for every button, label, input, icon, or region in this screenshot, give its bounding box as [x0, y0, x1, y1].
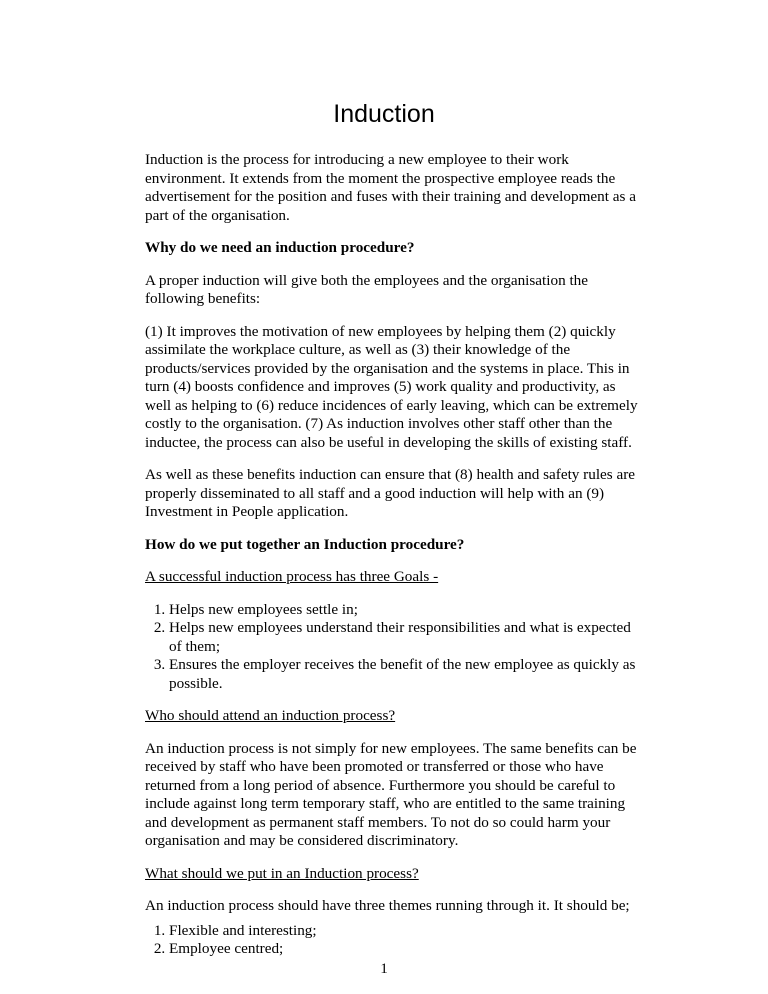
list-item: 2. Employee centred; — [169, 940, 645, 959]
list-item: 3. Ensures the employer receives the benefit of the new employee as quickly as possible. — [169, 656, 645, 693]
themes-list — [145, 922, 645, 959]
why-paragraph-1: A proper induction will give both the employees and the organisation the following benefits: — [145, 271, 589, 307]
document-body — [145, 151, 645, 973]
how-heading: How do we put together an Induction procedure? — [145, 535, 465, 553]
goals-list — [145, 601, 645, 694]
goals-heading: A successful induction process has three Goals - — [145, 568, 439, 585]
what-paragraph: An induction process should have three themes running through it. It should be; — [145, 897, 630, 914]
why-heading: Why do we need an induction procedure? — [145, 239, 415, 256]
list-item: 1. Flexible and interesting; — [169, 922, 645, 941]
list-item: 2. Helps new employees understand their responsibilities and what is expected of them; — [169, 619, 645, 656]
what-heading: What should we put in an Induction process? — [145, 864, 419, 882]
who-heading: Who should attend an induction process? — [145, 707, 396, 724]
intro-paragraph: Induction is the process for introducing a new employee to their work environment. It extends from the moment the prospective employee reads the advertisement for the position and fuses with their training and development as a part of the organisation. — [145, 151, 636, 224]
why-paragraph-2: (1) It improves the motivation of new employees by helping them (2) quickly assimilate the workplace culture, as well as (3) their knowledge of the products/services provided by the organisation and the systems in place. This in turn (4) boosts confidence and improves (5) work quality and productivity, as well as helping to (6) reduce incidences of early leaving, which can be extremely costly to the organisation. (7) As induction involves other staff other than the inductee, the process can also be useful in developing the skills of existing staff. — [145, 322, 638, 451]
list-item: 1. Helps new employees settle in; — [169, 601, 645, 620]
page-title: Induction — [333, 100, 435, 128]
why-paragraph-3: As well as these benefits induction can ensure that (8) health and safety rules are properly disseminated to all staff and a good induction will help with an (9) Investment in People application. — [145, 466, 636, 520]
page-number: 1 — [380, 960, 388, 977]
who-paragraph: An induction process is not simply for new employees. The same benefits can be received by staff who have been promoted or transferred or those who have returned from a long period of absence. Furthermore you should be careful to include against long term temporary staff, who are entitled to the same training and development as permanent staff members. To not do so could harm your organisation and may be considered discriminatory. — [145, 739, 637, 849]
